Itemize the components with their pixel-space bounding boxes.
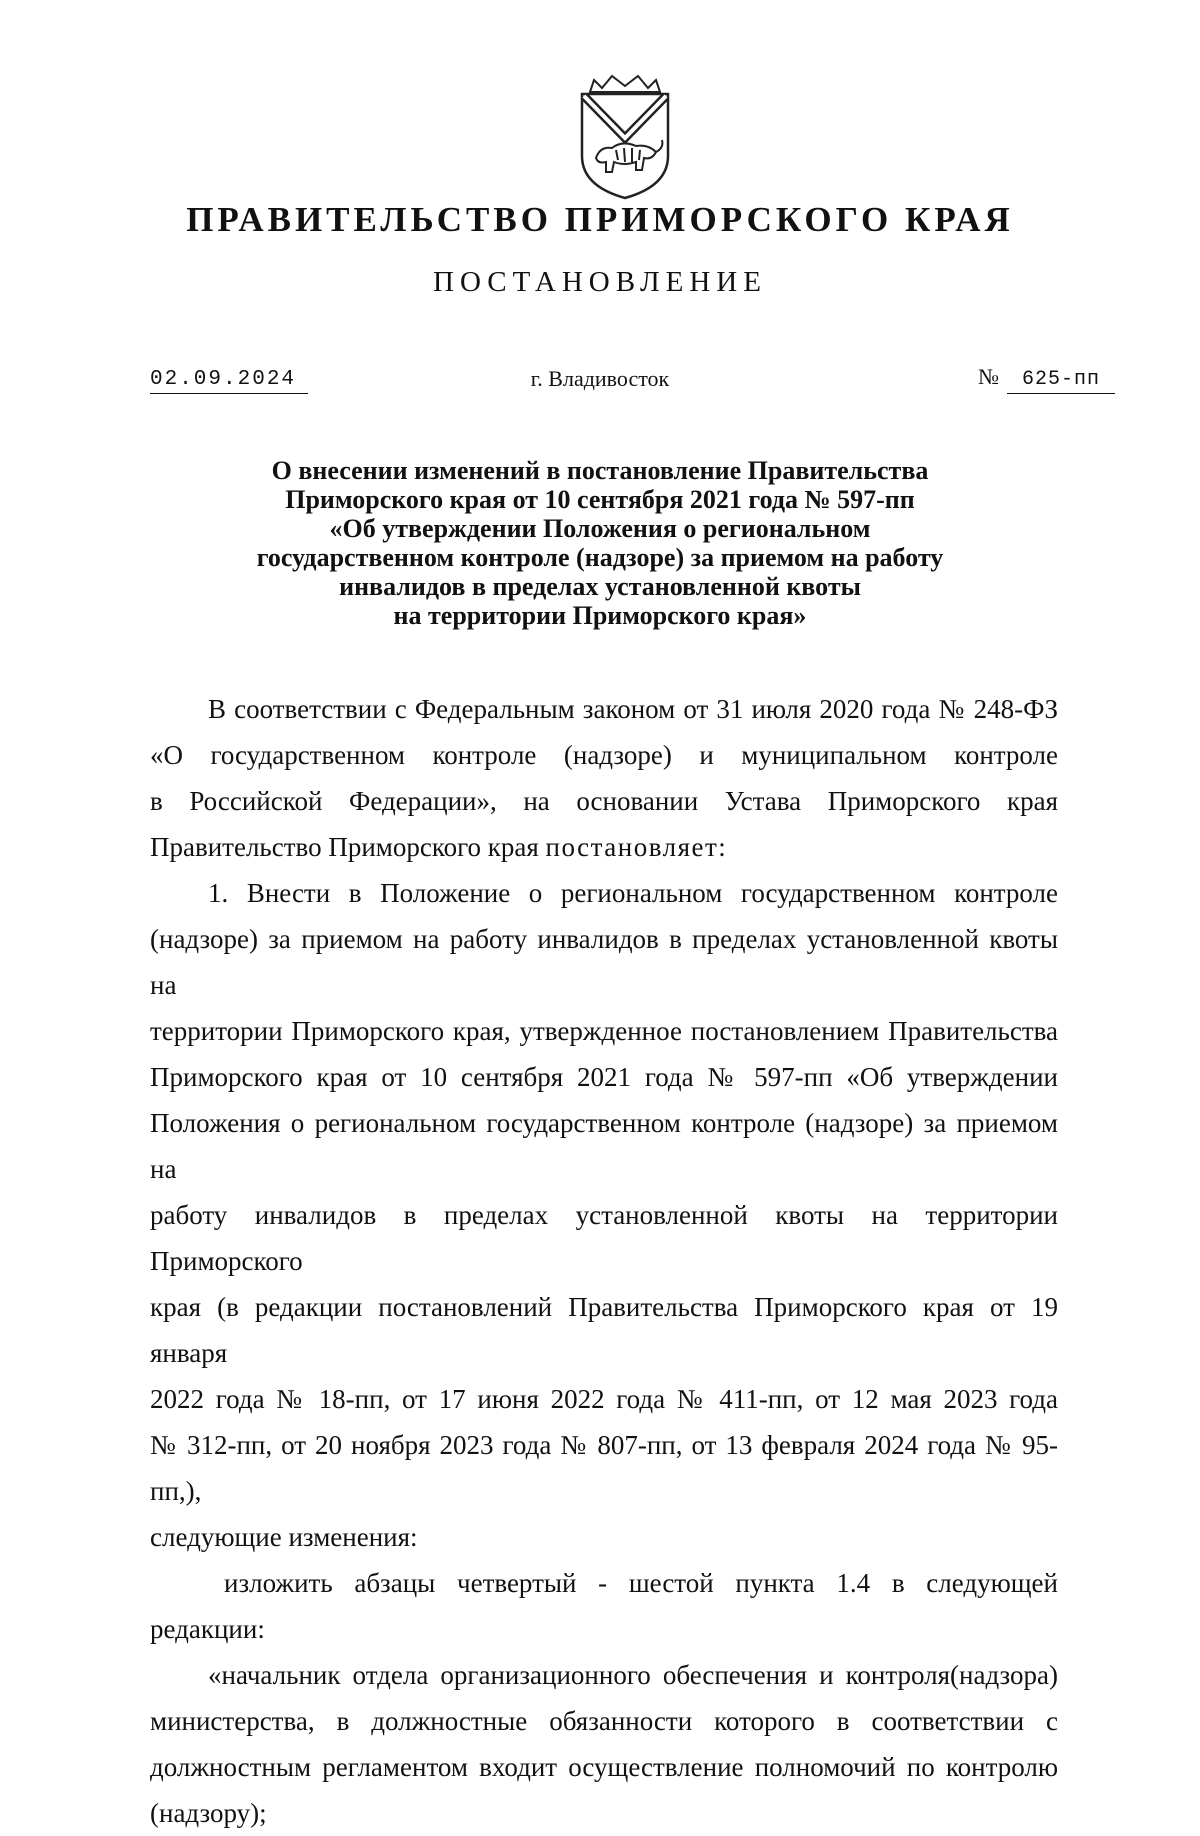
text-line: министерства, в должностные обязанности которого в соответствии с xyxy=(150,1706,1058,1736)
text-line: В соответствии с Федеральным законом от 31 июля 2020 года № 248-ФЗ xyxy=(208,694,1058,724)
text-line: Положения о региональном государственном контроле (надзоре) за приемом на xyxy=(150,1108,1058,1184)
decree-word: постановляет: xyxy=(545,832,728,862)
text-line: изложить абзацы четвертый - шестой пункта 1.4 в следующей редакции: xyxy=(150,1568,1058,1644)
text-line: в Российской Федерации», на основании Устава Приморского края xyxy=(150,786,1058,816)
coat-of-arms-icon xyxy=(572,74,678,202)
text-line: края (в редакции постановлений Правительства Приморского края от 19 января xyxy=(150,1292,1058,1368)
text-line: Приморского края от 10 сентября 2021 года № 597-пп «Об утверждении xyxy=(150,1062,1058,1092)
text-line: (надзору); xyxy=(150,1798,267,1828)
text-line: 2022 года № 18-пп, от 17 июня 2022 года № 411-пп, от 12 мая 2023 года xyxy=(150,1384,1058,1414)
paragraph-amend-intro xyxy=(150,1560,1058,1652)
text-line: 1. Внести в Положение о региональном государственном контроле xyxy=(208,878,1058,908)
text-line: должностным регламентом входит осуществление полномочий по контролю xyxy=(150,1752,1058,1782)
paragraph-preamble xyxy=(150,686,1058,870)
text-line: (надзоре) за приемом на работу инвалидов в пределах установленной квоты на xyxy=(150,924,1058,1000)
heading-line: государственном контроле (надзоре) за приемом на работу xyxy=(256,543,944,572)
text-line: территории Приморского края, утвержденное постановлением Правительства xyxy=(150,1016,1058,1046)
document-heading xyxy=(150,456,1050,630)
text-fragment: Правительство Приморского края xyxy=(150,832,546,862)
paragraph-item-1 xyxy=(150,870,1058,1560)
paragraph-amendment xyxy=(150,1652,1058,1836)
heading-line: О внесении изменений в постановление Правительства xyxy=(271,456,929,485)
text-line: «О государственном контроле (надзоре) и муниципальном контроле xyxy=(150,740,1058,770)
number-sign: № xyxy=(978,364,999,389)
text-line: следующие изменения: xyxy=(150,1522,418,1552)
text-line xyxy=(150,824,1058,870)
document-city: г. Владивосток xyxy=(530,366,670,391)
document-number xyxy=(978,364,1115,394)
text-line: работу инвалидов в пределах установленной квоты на территории Приморского xyxy=(150,1200,1058,1276)
heading-line: инвалидов в пределах установленной квоты xyxy=(339,572,861,601)
heading-line: на территории Приморского края» xyxy=(393,601,807,630)
document-body xyxy=(150,686,1058,1836)
document-date: 02.09.2024 xyxy=(150,368,308,394)
heading-line: Приморского края от 10 сентября 2021 года № 597-пп xyxy=(285,485,915,514)
text-line: «начальник отдела организационного обеспечения и контроля(надзора) xyxy=(208,1660,1058,1690)
heading-line: «Об утверждении Положения о региональном xyxy=(329,514,871,543)
number-value: 625-пп xyxy=(1007,368,1115,394)
document-type: ПОСТАНОВЛЕНИЕ xyxy=(433,266,767,298)
text-line: № 312-пп, от 20 ноября 2023 года № 807-пп, от 13 февраля 2024 года № 95-пп,), xyxy=(150,1430,1058,1506)
organization-title: ПРАВИТЕЛЬСТВО ПРИМОРСКОГО КРАЯ xyxy=(186,200,1014,239)
